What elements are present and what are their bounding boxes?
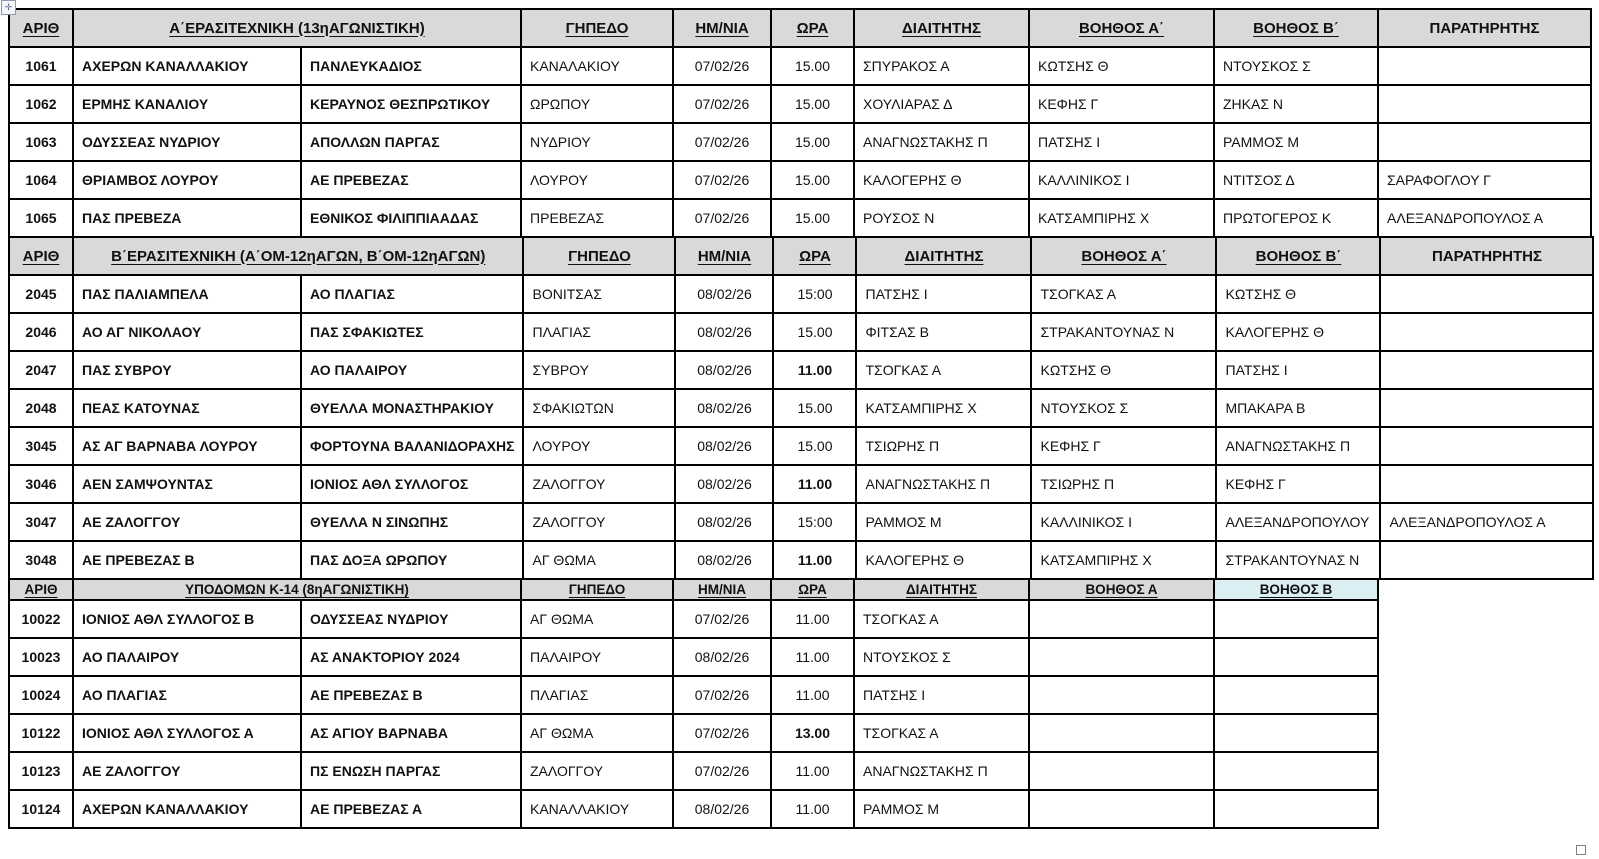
cell-away-team[interactable]: ΑΣ ΑΝΑΚΤΟΡΙΟΥ 2024 [301,638,521,676]
cell-match-number[interactable]: 3048 [9,541,73,579]
cell-time[interactable]: 15.00 [773,427,856,465]
cell-match-number[interactable]: 1063 [9,123,73,161]
cell-assistant-a[interactable] [1029,676,1214,714]
assignments-table-section-1 [8,8,1592,238]
match-row [9,123,1591,161]
cell-referee[interactable]: ΤΣΟΓΚΑΣ Α [854,600,1029,638]
cell-assistant-a[interactable]: ΝΤΟΥΣΚΟΣ Σ [1031,389,1216,427]
match-row [9,85,1591,123]
cell-away-team[interactable]: ΙΟΝΙΟΣ ΑΘΛ ΣΥΛΛΟΓΟΣ [301,465,523,503]
col-header-observer[interactable]: ΠΑΡΑΤΗΡΗΤΗΣ [1380,237,1593,275]
assignments-table-section-3 [8,578,1379,829]
cell-assistant-b[interactable] [1214,600,1378,638]
cell-home-team[interactable]: ΑΣ ΑΓ ΒΑΡΝΑΒΑ ΛΟΥΡΟΥ [73,427,301,465]
cell-assistant-a[interactable]: ΤΣΙΩΡΗΣ Π [1031,465,1216,503]
cell-away-team[interactable]: ΠΑΝΛΕΥΚΑΔΙΟΣ [301,47,521,85]
cell-assistant-b[interactable]: ΑΝΑΓΝΩΣΤΑΚΗΣ Π [1216,427,1380,465]
cell-match-number[interactable]: 10122 [9,714,73,752]
cell-time[interactable]: 11.00 [771,600,854,638]
col-header-referee[interactable]: ΔΙΑΙΤΗΤΗΣ [856,237,1031,275]
cell-date[interactable]: 08/02/26 [675,541,773,579]
match-row [9,351,1593,389]
cell-assistant-a[interactable] [1029,752,1214,790]
cell-referee[interactable]: ΦΙΤΣΑΣ Β [856,313,1031,351]
cell-assistant-a[interactable]: ΣΤΡΑΚΑΝΤΟΥΝΑΣ Ν [1031,313,1216,351]
referee-assignment-tables [8,8,1594,829]
cell-venue[interactable]: ΩΡΩΠΟΥ [521,85,673,123]
cell-date[interactable]: 08/02/26 [675,503,773,541]
cell-referee[interactable]: ΤΣΙΩΡΗΣ Π [856,427,1031,465]
cell-assistant-b[interactable]: ΣΤΡΑΚΑΝΤΟΥΝΑΣ Ν [1216,541,1380,579]
table-resize-handle-icon[interactable] [1576,845,1586,855]
cell-home-team[interactable]: ΑΧΕΡΩΝ ΚΑΝΑΛΛΑΚΙΟΥ [73,47,301,85]
cell-time[interactable]: 11.00 [771,638,854,676]
cell-referee[interactable]: ΚΑΛΟΓΕΡΗΣ Θ [856,541,1031,579]
cell-assistant-b[interactable]: ΠΡΩΤΟΓΕΡΟΣ Κ [1214,199,1378,237]
cell-time[interactable]: 15.00 [771,161,854,199]
cell-referee[interactable]: ΣΠΥΡΑΚΟΣ Α [854,47,1029,85]
cell-assistant-a[interactable]: ΤΣΟΓΚΑΣ Α [1031,275,1216,313]
cell-referee[interactable]: ΠΑΤΣΗΣ Ι [854,676,1029,714]
cell-date[interactable]: 08/02/26 [675,389,773,427]
cell-assistant-a[interactable]: ΠΑΤΣΗΣ Ι [1029,123,1214,161]
cell-match-number[interactable]: 10124 [9,790,73,828]
cell-date[interactable]: 07/02/26 [673,47,771,85]
cell-home-team[interactable]: ΑΧΕΡΩΝ ΚΑΝΑΛΛΑΚΙΟΥ [73,790,301,828]
cell-venue[interactable]: ΛΟΥΡΟΥ [521,161,673,199]
cell-time[interactable]: 11.00 [773,541,856,579]
cell-date[interactable]: 07/02/26 [673,714,771,752]
match-row [9,161,1591,199]
cell-home-team[interactable]: ΑΟ ΠΛΑΓΙΑΣ [73,676,301,714]
cell-date[interactable]: 07/02/26 [673,123,771,161]
col-header-venue[interactable]: ΓΗΠΕΔΟ [521,9,673,47]
match-row [9,638,1378,676]
cell-assistant-a[interactable] [1029,714,1214,752]
cell-match-number[interactable]: 3047 [9,503,73,541]
cell-match-number[interactable]: 2046 [9,313,73,351]
cell-observer[interactable] [1378,123,1591,161]
cell-venue[interactable]: ΣΦΑΚΙΩΤΩΝ [523,389,675,427]
cell-venue[interactable]: ΚΑΝΑΛΛΑΚΙΟΥ [521,790,673,828]
cell-assistant-b[interactable]: ΝΤΟΥΣΚΟΣ Σ [1214,47,1378,85]
section-title[interactable]: ΥΠΟΔΟΜΩΝ Κ-14 (8ηΑΓΩΝΙΣΤΙΚΗ) [73,579,521,600]
col-header-number[interactable]: ΑΡΙΘ [9,579,73,600]
cell-assistant-a[interactable]: ΚΩΤΣΗΣ Θ [1031,351,1216,389]
cell-referee[interactable]: ΡΑΜΜΟΣ Μ [856,503,1031,541]
cell-match-number[interactable]: 10023 [9,638,73,676]
cell-time[interactable]: 11.00 [773,351,856,389]
col-header-assistant-b[interactable]: ΒΟΗΘΟΣ Β΄ [1216,237,1380,275]
cell-match-number[interactable]: 3045 [9,427,73,465]
match-row [9,600,1378,638]
match-row [9,752,1378,790]
section-header-row [9,9,1591,47]
cell-date[interactable]: 07/02/26 [673,600,771,638]
cell-date[interactable]: 08/02/26 [675,351,773,389]
cell-assistant-b[interactable] [1214,676,1378,714]
cell-venue[interactable]: ΠΛΑΓΙΑΣ [523,313,675,351]
col-header-referee[interactable]: ΔΙΑΙΤΗΤΗΣ [854,579,1029,600]
cell-assistant-a[interactable]: ΚΑΛΛΙΝΙΚΟΣ Ι [1031,503,1216,541]
match-row [9,714,1378,752]
col-header-date[interactable]: ΗΜ/ΝΙΑ [675,237,773,275]
cell-venue[interactable]: ΖΑΛΟΓΓΟΥ [523,503,675,541]
cell-home-team[interactable]: ΠΕΑΣ ΚΑΤΟΥΝΑΣ [73,389,301,427]
cell-assistant-a[interactable]: ΚΕΦΗΣ Γ [1031,427,1216,465]
cell-observer[interactable] [1380,427,1593,465]
cell-time[interactable]: 15.00 [771,199,854,237]
col-header-observer[interactable]: ΠΑΡΑΤΗΡΗΤΗΣ [1378,9,1591,47]
cell-away-team[interactable]: ΑΣ ΑΓΙΟΥ ΒΑΡΝΑΒΑ [301,714,521,752]
cell-home-team[interactable]: ΠΑΣ ΠΑΛΙΑΜΠΕΛΑ [73,275,301,313]
cell-venue[interactable]: ΖΑΛΟΓΓΟΥ [521,752,673,790]
cell-observer[interactable] [1380,351,1593,389]
cell-date[interactable]: 08/02/26 [675,427,773,465]
cell-time[interactable]: 13.00 [771,714,854,752]
cell-match-number[interactable]: 10123 [9,752,73,790]
match-row [9,427,1593,465]
cell-venue[interactable]: ΠΡΕΒΕΖΑΣ [521,199,673,237]
cell-home-team[interactable]: ΑΕ ΠΡΕΒΕΖΑΣ Β [73,541,301,579]
cell-time[interactable]: 15.00 [773,389,856,427]
match-row [9,389,1593,427]
cell-assistant-a[interactable]: ΚΑΤΣΑΜΠΙΡΗΣ Χ [1031,541,1216,579]
cell-assistant-b[interactable]: ΚΩΤΣΗΣ Θ [1216,275,1380,313]
cell-venue[interactable]: ΠΑΛΑΙΡΟΥ [521,638,673,676]
cell-away-team[interactable]: ΑΕ ΠΡΕΒΕΖΑΣ Α [301,790,521,828]
cell-assistant-b[interactable]: ΜΠΑΚΑΡΑ Β [1216,389,1380,427]
cell-away-team[interactable]: ΑΟ ΠΑΛΑΙΡΟΥ [301,351,523,389]
cell-referee[interactable]: ΠΑΤΣΗΣ Ι [856,275,1031,313]
match-row [9,313,1593,351]
col-header-referee[interactable]: ΔΙΑΙΤΗΤΗΣ [854,9,1029,47]
match-row [9,676,1378,714]
cell-venue[interactable]: ΝΥΔΡΙΟΥ [521,123,673,161]
col-header-assistant-a[interactable]: ΒΟΗΘΟΣ Α΄ [1029,9,1214,47]
col-header-number[interactable]: ΑΡΙΘ [9,237,73,275]
cell-referee[interactable]: ΚΑΤΣΑΜΠΙΡΗΣ Χ [856,389,1031,427]
cell-match-number[interactable]: 1064 [9,161,73,199]
cell-away-team[interactable]: ΟΔΥΣΣΕΑΣ ΝΥΔΡΙΟΥ [301,600,521,638]
cell-observer[interactable] [1380,313,1593,351]
cell-match-number[interactable]: 2047 [9,351,73,389]
cell-venue[interactable]: ΛΟΥΡΟΥ [523,427,675,465]
cell-home-team[interactable]: ΠΑΣ ΣΥΒΡΟΥ [73,351,301,389]
cell-away-team[interactable]: ΘΥΕΛΛΑ Ν ΣΙΝΩΠΗΣ [301,503,523,541]
cell-away-team[interactable]: ΠΣ ΕΝΩΣΗ ΠΑΡΓΑΣ [301,752,521,790]
cell-assistant-a[interactable] [1029,638,1214,676]
cell-away-team[interactable]: ΠΑΣ ΔΟΞΑ ΩΡΩΠΟΥ [301,541,523,579]
cell-away-team[interactable]: ΘΥΕΛΛΑ ΜΟΝΑΣΤΗΡΑΚΙΟΥ [301,389,523,427]
cell-match-number[interactable]: 3046 [9,465,73,503]
cell-time[interactable]: 11.00 [771,752,854,790]
cell-referee[interactable]: ΑΝΑΓΝΩΣΤΑΚΗΣ Π [856,465,1031,503]
cell-home-team[interactable]: ΟΔΥΣΣΕΑΣ ΝΥΔΡΙΟΥ [73,123,301,161]
col-header-number[interactable]: ΑΡΙΘ [9,9,73,47]
cell-assistant-b[interactable]: ΠΑΤΣΗΣ Ι [1216,351,1380,389]
cell-referee[interactable]: ΤΣΟΓΚΑΣ Α [854,714,1029,752]
col-header-time[interactable]: ΩΡΑ [771,9,854,47]
cell-referee[interactable]: ΡΟΥΣΟΣ Ν [854,199,1029,237]
cell-referee[interactable]: ΑΝΑΓΝΩΣΤΑΚΗΣ Π [854,752,1029,790]
cell-date[interactable]: 07/02/26 [673,85,771,123]
cell-assistant-b[interactable] [1214,790,1378,828]
cell-venue[interactable]: ΑΓ ΘΩΜΑ [521,600,673,638]
cell-date[interactable]: 08/02/26 [673,638,771,676]
cell-venue[interactable]: ΑΓ ΘΩΜΑ [523,541,675,579]
cell-away-team[interactable]: ΠΑΣ ΣΦΑΚΙΩΤΕΣ [301,313,523,351]
cell-away-team[interactable]: ΑΠΟΛΛΩΝ ΠΑΡΓΑΣ [301,123,521,161]
cell-home-team[interactable]: ΑΕ ΖΑΛΟΓΓΟΥ [73,752,301,790]
cell-date[interactable]: 08/02/26 [675,313,773,351]
cell-match-number[interactable]: 2048 [9,389,73,427]
cell-date[interactable]: 08/02/26 [673,790,771,828]
section-header-row [9,579,1378,600]
col-header-assistant-b[interactable]: ΒΟΗΘΟΣ Β΄ [1214,9,1378,47]
cell-observer[interactable] [1380,541,1593,579]
cell-date[interactable]: 07/02/26 [673,161,771,199]
cell-assistant-b[interactable] [1214,714,1378,752]
cell-match-number[interactable]: 2045 [9,275,73,313]
cell-away-team[interactable]: ΚΕΡΑΥΝΟΣ ΘΕΣΠΡΩΤΙΚΟΥ [301,85,521,123]
cell-assistant-a[interactable] [1029,600,1214,638]
cell-venue[interactable]: ΑΓ ΘΩΜΑ [521,714,673,752]
cell-home-team[interactable]: ΙΟΝΙΟΣ ΑΘΛ ΣΥΛΛΟΓΟΣ Α [73,714,301,752]
cell-date[interactable]: 07/02/26 [673,199,771,237]
cell-assistant-a[interactable]: ΚΑΤΣΑΜΠΙΡΗΣ Χ [1029,199,1214,237]
cell-assistant-a[interactable] [1029,790,1214,828]
cell-referee[interactable]: ΤΣΟΓΚΑΣ Α [856,351,1031,389]
cell-home-team[interactable]: ΙΟΝΙΟΣ ΑΘΛ ΣΥΛΛΟΓΟΣ Β [73,600,301,638]
cell-venue[interactable]: ΖΑΛΟΓΓΟΥ [523,465,675,503]
cell-match-number[interactable]: 10024 [9,676,73,714]
cell-home-team[interactable]: ΘΡΙΑΜΒΟΣ ΛΟΥΡΟΥ [73,161,301,199]
cell-time[interactable]: 15.00 [771,85,854,123]
cell-away-team[interactable]: ΑΟ ΠΛΑΓΙΑΣ [301,275,523,313]
cell-home-team[interactable]: ΕΡΜΗΣ ΚΑΝΑΛΙΟΥ [73,85,301,123]
col-header-venue[interactable]: ΓΗΠΕΔΟ [521,579,673,600]
cell-time[interactable]: 15.00 [773,313,856,351]
cell-assistant-b[interactable]: ΝΤΙΤΣΟΣ Δ [1214,161,1378,199]
cell-assistant-a[interactable]: ΚΑΛΛΙΝΙΚΟΣ Ι [1029,161,1214,199]
match-row [9,465,1593,503]
cell-match-number[interactable]: 1061 [9,47,73,85]
cell-date[interactable]: 07/02/26 [673,752,771,790]
cell-date[interactable]: 07/02/26 [673,676,771,714]
col-header-date[interactable]: ΗΜ/ΝΙΑ [673,579,771,600]
col-header-date[interactable]: ΗΜ/ΝΙΑ [673,9,771,47]
table-move-handle-icon[interactable]: ✛ [1,0,16,15]
cell-observer[interactable] [1378,85,1591,123]
col-header-assistant-a[interactable]: ΒΟΗΘΟΣ Α΄ [1031,237,1216,275]
cell-venue[interactable]: ΣΥΒΡΟΥ [523,351,675,389]
cell-match-number[interactable]: 1065 [9,199,73,237]
cell-observer[interactable]: ΣΑΡΑΦΟΓΛΟΥ Γ [1378,161,1591,199]
cell-assistant-a[interactable]: ΚΕΦΗΣ Γ [1029,85,1214,123]
cell-time[interactable]: 11.00 [771,676,854,714]
cell-time[interactable]: 11.00 [773,465,856,503]
match-row [9,275,1593,313]
cell-away-team[interactable]: ΕΘΝΙΚΟΣ ΦΙΛΙΠΠΙΑΑΔΑΣ [301,199,521,237]
cell-assistant-b[interactable]: ΚΑΛΟΓΕΡΗΣ Θ [1216,313,1380,351]
cell-assistant-b[interactable]: ΚΕΦΗΣ Γ [1216,465,1380,503]
cell-assistant-b[interactable]: ΡΑΜΜΟΣ Μ [1214,123,1378,161]
col-header-time[interactable]: ΩΡΑ [771,579,854,600]
match-row [9,541,1593,579]
cell-assistant-a[interactable]: ΚΩΤΣΗΣ Θ [1029,47,1214,85]
cell-venue[interactable]: ΚΑΝΑΛΑΚΙΟΥ [521,47,673,85]
cell-observer[interactable]: ΑΛΕΞΑΝΔΡΟΠΟΥΛΟΣ Α [1380,503,1593,541]
cell-time[interactable]: 11.00 [771,790,854,828]
match-row [9,47,1591,85]
cell-home-team[interactable]: ΑΕΝ ΣΑΜΨΟΥΝΤΑΣ [73,465,301,503]
cell-home-team[interactable]: ΑΟ ΠΑΛΑΙΡΟΥ [73,638,301,676]
cell-referee[interactable]: ΑΝΑΓΝΩΣΤΑΚΗΣ Π [854,123,1029,161]
cell-referee[interactable]: ΡΑΜΜΟΣ Μ [854,790,1029,828]
col-header-assistant-b[interactable]: ΒΟΗΘΟΣ Β [1214,579,1378,600]
col-header-assistant-a[interactable]: ΒΟΗΘΟΣ Α [1029,579,1214,600]
assignments-table-section-2 [8,236,1594,580]
cell-away-team[interactable]: ΑΕ ΠΡΕΒΕΖΑΣ Β [301,676,521,714]
cell-observer[interactable] [1380,465,1593,503]
match-row [9,503,1593,541]
cell-match-number[interactable]: 10022 [9,600,73,638]
match-row [9,790,1378,828]
cell-assistant-b[interactable] [1214,752,1378,790]
section-title[interactable]: Α΄ΕΡΑΣΙΤΕΧΝΙΚΗ (13ηΑΓΩΝΙΣΤΙΚΗ) [73,9,521,47]
cell-date[interactable]: 08/02/26 [675,465,773,503]
cell-time[interactable]: 15:00 [773,503,856,541]
cell-assistant-b[interactable]: ΖΗΚΑΣ Ν [1214,85,1378,123]
cell-time[interactable]: 15.00 [771,123,854,161]
cell-away-team[interactable]: ΦΟΡΤΟΥΝΑ ΒΑΛΑΝΙΔΟΡΑΧΗΣ [301,427,523,465]
cell-home-team[interactable]: ΑΕ ΖΑΛΟΓΓΟΥ [73,503,301,541]
col-header-venue[interactable]: ΓΗΠΕΔΟ [523,237,675,275]
cell-observer[interactable] [1378,47,1591,85]
cell-venue[interactable]: ΠΛΑΓΙΑΣ [521,676,673,714]
cell-observer[interactable] [1380,389,1593,427]
cell-venue[interactable]: ΒΟΝΙΤΣΑΣ [523,275,675,313]
cell-assistant-b[interactable] [1214,638,1378,676]
cell-observer[interactable] [1380,275,1593,313]
match-row [9,199,1591,237]
cell-home-team[interactable]: ΑΟ ΑΓ ΝΙΚΟΛΑΟΥ [73,313,301,351]
cell-time[interactable]: 15:00 [773,275,856,313]
col-header-time[interactable]: ΩΡΑ [773,237,856,275]
cell-time[interactable]: 15.00 [771,47,854,85]
cell-referee[interactable]: ΝΤΟΥΣΚΟΣ Σ [854,638,1029,676]
cell-observer[interactable]: ΑΛΕΞΑΝΔΡΟΠΟΥΛΟΣ Α [1378,199,1591,237]
cell-assistant-b[interactable]: ΑΛΕΞΑΝΔΡΟΠΟΥΛΟΥ [1216,503,1380,541]
cell-home-team[interactable]: ΠΑΣ ΠΡΕΒΕΖΑ [73,199,301,237]
section-title[interactable]: Β΄ΕΡΑΣΙΤΕΧΝΙΚΗ (Α΄ΟΜ-12ηΑΓΩΝ, Β΄ΟΜ-12ηΑΓΩΝ) [73,237,523,275]
cell-referee[interactable]: ΚΑΛΟΓΕΡΗΣ Θ [854,161,1029,199]
cell-referee[interactable]: ΧΟΥΛΙΑΡΑΣ Δ [854,85,1029,123]
cell-away-team[interactable]: ΑΕ ΠΡΕΒΕΖΑΣ [301,161,521,199]
cell-date[interactable]: 08/02/26 [675,275,773,313]
section-header-row [9,237,1593,275]
cell-match-number[interactable]: 1062 [9,85,73,123]
